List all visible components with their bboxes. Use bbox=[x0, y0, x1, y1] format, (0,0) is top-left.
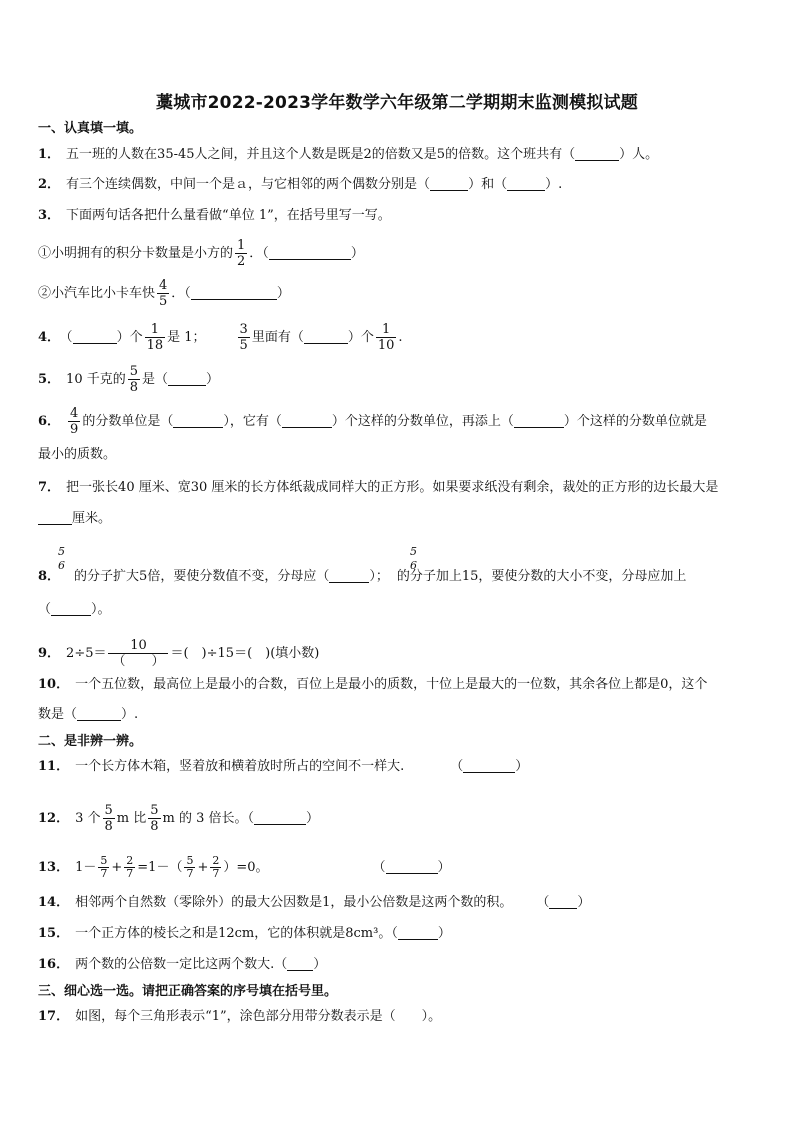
item-text: ．（ bbox=[249, 246, 269, 261]
question-number: 12． bbox=[38, 811, 70, 826]
question-6: 6． $\frac{4}{9}$ 的分数单位是（ ），它有（ ）个这样的分数单位，再添上（ ）个这样的分数单位就是 bbox=[38, 406, 707, 437]
answer-blank[interactable] bbox=[514, 413, 564, 428]
fraction: $\frac{5}{7}$ bbox=[100, 854, 108, 880]
item-text: ①小明拥有的积分卡数量是小方的 bbox=[38, 246, 234, 261]
question-number: 1． bbox=[38, 147, 61, 162]
fraction: $\frac{2}{7}$ bbox=[212, 854, 220, 880]
question-text: 有三个连续偶数，中间一个是ａ，与它相邻的两个偶数分别是（ bbox=[66, 177, 431, 192]
section-3-heading: 三、细心选一选。请把正确答案的序号填在括号里。 bbox=[38, 984, 338, 999]
answer-blank[interactable] bbox=[73, 329, 117, 344]
question-text: 下面两句话各把什么量看做“单位 1”，在括号里写一写。 bbox=[66, 208, 391, 223]
question-number: 16． bbox=[38, 957, 70, 972]
answer-blank[interactable] bbox=[430, 176, 468, 191]
question-10-cont: 数是（ ）. bbox=[38, 707, 139, 722]
fraction: $\frac{1}{2}$ bbox=[237, 238, 246, 269]
question-10: 10． 一个五位数，最高位上是最小的合数，百位上是最小的质数，十位上是最大的一位数，其余各位上都是0，这个 bbox=[38, 677, 708, 692]
answer-blank[interactable] bbox=[51, 601, 91, 616]
question-7: 7． 把一张长40 厘米、宽30 厘米的长方体纸裁成同样大的正方形。如果要求纸没有剩余，裁处的正方形的边长最大是 bbox=[38, 480, 719, 495]
answer-blank[interactable] bbox=[463, 758, 515, 773]
question-8: 8． 的分子扩大5倍，要使分数值不变，分母应（ ）； 的分子加上15，要使分数的大小不变，分母应加上 bbox=[38, 569, 687, 584]
answer-blank[interactable] bbox=[507, 176, 545, 191]
question-number: 15． bbox=[38, 926, 70, 941]
question-text: 五一班的人数在35-45人之间，并且这个人数是既是2的倍数又是5的倍数。这个班共有（ bbox=[66, 147, 576, 162]
question-8-cont: （ ）。 bbox=[38, 602, 111, 617]
answer-blank[interactable] bbox=[168, 371, 206, 386]
answer-blank[interactable] bbox=[287, 956, 313, 971]
question-13: 13． 1－ $\frac{5}{7}$ + $\frac{2}{7}$ =1－（ $\frac{5}{7}$ + $\frac{2}{7}$ ）=0。 （ ） bbox=[38, 854, 451, 880]
fraction: $\frac{1}{18}$ bbox=[146, 322, 164, 353]
answer-blank[interactable] bbox=[173, 413, 223, 428]
question-17: 17． 如图，每个三角形表示“1”，涂色部分用带分数表示是（ ）。 bbox=[38, 1009, 442, 1024]
question-number: 10． bbox=[38, 677, 70, 692]
question-text: ）和（ bbox=[468, 177, 508, 192]
question-1 bbox=[38, 145, 658, 165]
answer-blank[interactable] bbox=[191, 285, 277, 300]
question-12: 12． 3 个 $\frac{5}{8}$ m 比 $\frac{5}{8}$ m 的 3 倍长。（ ） bbox=[38, 803, 320, 834]
question-number: 17． bbox=[38, 1009, 70, 1024]
question-text: ）人。 bbox=[619, 147, 659, 162]
answer-blank[interactable] bbox=[549, 894, 577, 909]
question-3-item-1: ①小明拥有的积分卡数量是小方的 $\frac{1}{2}$ ．（ ） bbox=[38, 238, 364, 269]
answer-blank[interactable] bbox=[38, 510, 72, 525]
fraction: $\frac{5}{8}$ bbox=[150, 803, 159, 834]
item-text: ．（ bbox=[171, 286, 191, 301]
item-text: ②小汽车比小卡车快 bbox=[38, 286, 156, 301]
question-9: 9． 2÷5＝ $\frac{10}{( )}$ ＝( )÷15＝( )(填小数) bbox=[38, 638, 320, 669]
fraction: 5 6 bbox=[410, 545, 417, 572]
question-3-item-2: ②小汽车比小卡车快 $\frac{4}{5}$ ．（ ） bbox=[38, 278, 290, 309]
fraction: $\frac{1}{10}$ bbox=[377, 322, 395, 353]
question-11: 11． 一个长方体木箱，竖着放和横着放时所占的空间不一样大. （ ） bbox=[38, 759, 529, 774]
question-number: 3． bbox=[38, 208, 61, 223]
fraction: $\frac{5}{8}$ bbox=[104, 803, 113, 834]
question-number: 9． bbox=[38, 646, 61, 661]
question-4: 4． （ ）个 $\frac{1}{18}$ 是 1； $\frac{3}{5}$ 里面有（ ）个 $\frac{1}{10}$ . bbox=[38, 322, 403, 353]
answer-blank[interactable] bbox=[575, 146, 619, 161]
question-number: 11． bbox=[38, 759, 70, 774]
answer-blank[interactable] bbox=[329, 568, 369, 583]
answer-blank[interactable] bbox=[386, 859, 438, 874]
fraction: 5 6 bbox=[58, 545, 65, 572]
page-title: 藁城市2022-2023学年数学六年级第二学期期末监测模拟试题 bbox=[156, 93, 638, 113]
question-number: 6． bbox=[38, 414, 61, 429]
question-15: 15． 一个正方体的棱长之和是12cm，它的体积就是8cm³。（ ） bbox=[38, 926, 451, 941]
question-number: 14． bbox=[38, 895, 70, 910]
question-6-cont: 最小的质数。 bbox=[38, 447, 117, 462]
question-14: 14． 相邻两个自然数（零除外）的最大公因数是1，最小公倍数是这两个数的积。 （ ） bbox=[38, 895, 591, 910]
answer-blank[interactable] bbox=[304, 329, 348, 344]
answer-blank[interactable] bbox=[77, 706, 121, 721]
question-number: 4． bbox=[38, 330, 61, 345]
question-3 bbox=[38, 206, 391, 226]
fraction: $\frac{5}{8}$ bbox=[129, 364, 139, 395]
question-number: 8． bbox=[38, 569, 61, 584]
section-1-heading: 一、认真填一填。 bbox=[38, 121, 143, 136]
fraction: $\frac{4}{5}$ bbox=[159, 278, 168, 309]
question-2 bbox=[38, 175, 562, 195]
question-5: 5． 10 千克的 $\frac{5}{8}$ 是（ ） bbox=[38, 364, 220, 395]
section-2-heading: 二、是非辨一辨。 bbox=[38, 734, 143, 749]
fraction: $\frac{3}{5}$ bbox=[239, 322, 248, 353]
fraction: $\frac{5}{7}$ bbox=[186, 854, 194, 880]
question-number: 7． bbox=[38, 480, 61, 495]
question-number: 2． bbox=[38, 177, 61, 192]
answer-blank[interactable] bbox=[282, 413, 332, 428]
fraction: $\frac{4}{9}$ bbox=[70, 406, 79, 437]
answer-blank[interactable] bbox=[254, 810, 306, 825]
answer-blank[interactable] bbox=[398, 925, 438, 940]
answer-blank[interactable] bbox=[269, 245, 351, 260]
question-text: ）. bbox=[545, 177, 563, 192]
fraction: $\frac{10}{( )}$ bbox=[108, 638, 168, 669]
question-7-cont: 厘米。 bbox=[38, 509, 111, 529]
fraction: $\frac{2}{7}$ bbox=[126, 854, 134, 880]
question-number: 5． bbox=[38, 372, 61, 387]
question-16: 16． 两个数的公倍数一定比这两个数大.（ ） bbox=[38, 957, 327, 972]
question-number: 13． bbox=[38, 860, 70, 875]
